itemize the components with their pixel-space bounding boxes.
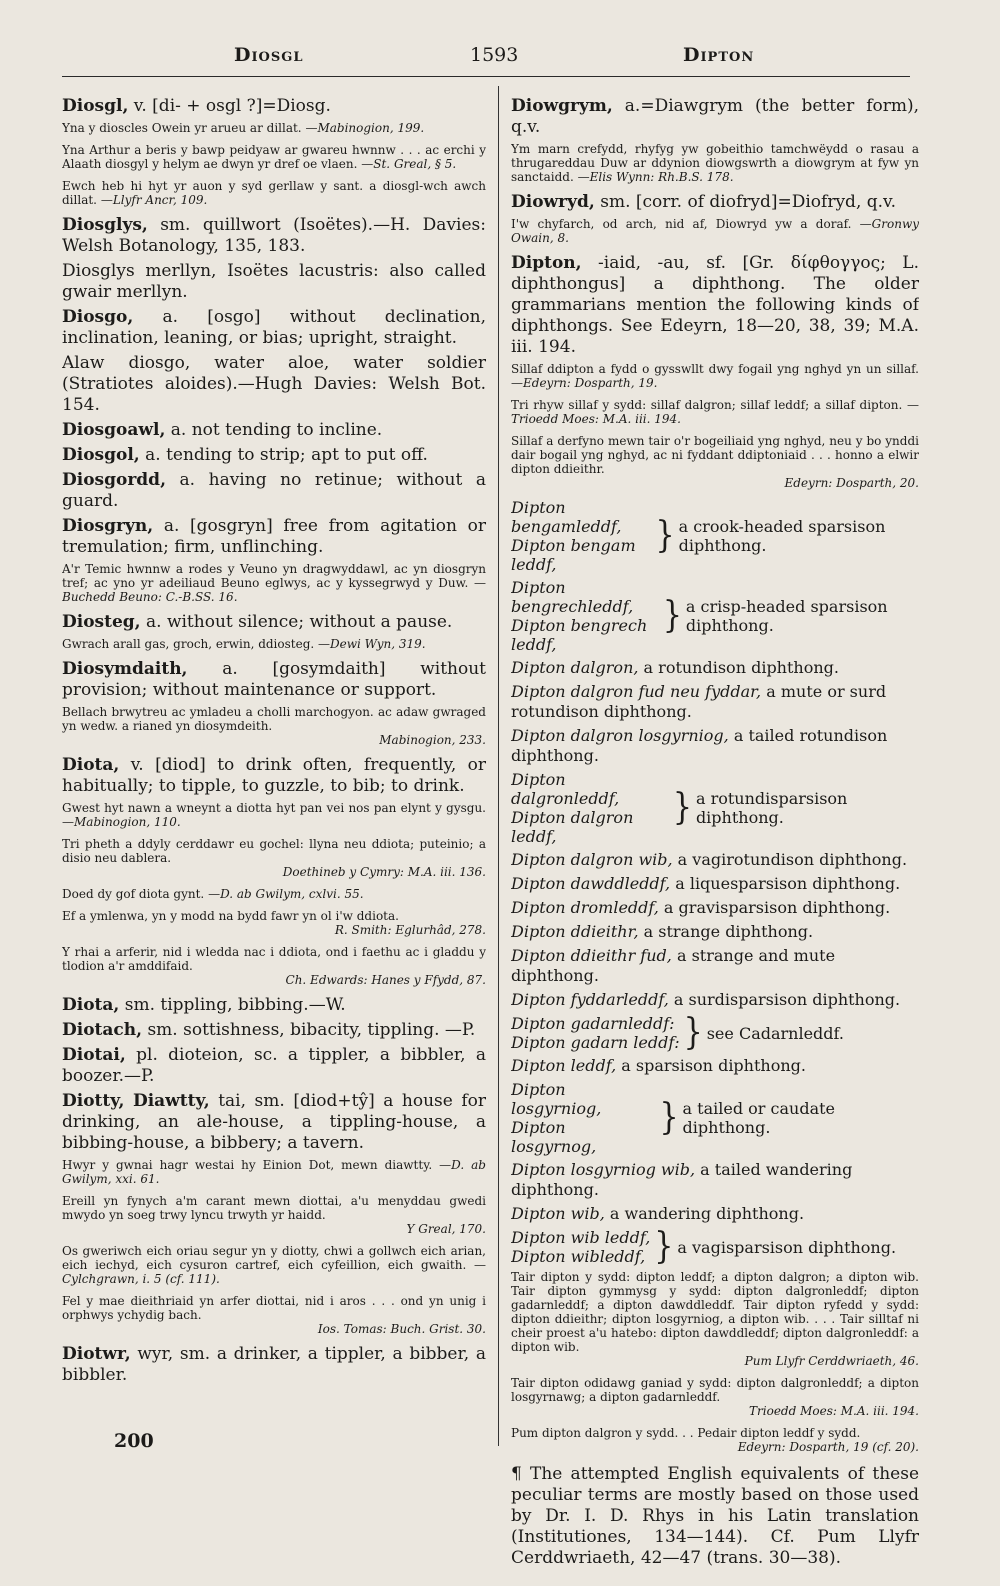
entry: Diosgryn, a. [gosgryn] free from agitation or tremulation; firm, unflinching. xyxy=(62,516,486,557)
entry: Diota, v. [diod] to drink often, frequently, or habitually; to tipple, to guzzle, to bib; to drink. xyxy=(62,755,486,796)
quotation: Ewch heb hi hyt yr auon y syd gerllaw y sant. a diosgl-wch awch dillat. —Llyfr Ancr, 109. xyxy=(62,179,486,207)
entry: Diotty, Diawtty, tai, sm. [diod+tŷ] a house for drinking, an ale-house, a tippling-house, a bibbing-house, a bibbery; a tavern. xyxy=(62,1091,486,1153)
entry: Diosgol, a. tending to strip; apt to put off. xyxy=(62,445,428,465)
brace-glyph: } xyxy=(655,514,675,557)
quotation: Ef a ymlenwa, yn y modd na bydd fawr yn ol i'w ddiota. R. Smith: Eglurhâd, 278. xyxy=(62,909,486,937)
right-column xyxy=(511,96,919,1586)
diphthong-entry: Dipton fyddarleddf, a surdisparsison diphthong. xyxy=(511,990,901,1009)
column-divider xyxy=(498,86,499,1446)
quotation: Ym marn crefydd, rhyfyg yw gobeithio tamchwëydd o rasau a thrugareddau Duw ar ddynion diowgswrth a diowgrym at fyw yn sanctaidd. —Elis Wynn: Rh.B.S. 178. xyxy=(511,142,919,184)
diphthong-entry: Dipton ddieithr fud, a strange and mute diphthong. xyxy=(511,946,836,985)
page-number: 1593 xyxy=(470,44,519,66)
brace-glyph: } xyxy=(662,594,682,637)
sub-entry: Alaw diosgo, water aloe, water soldier (Stratiotes aloides).—Hugh Davies: Welsh Bot. 154. xyxy=(62,353,486,415)
diphthong-entry: Dipton dromleddf, a gravisparsison diphthong. xyxy=(511,898,891,917)
header-rule xyxy=(62,76,910,77)
diphthong-pair: Dipton bengrechleddf, Dipton bengrech leddf, } a crisp-headed sparsison diphthong. xyxy=(511,578,888,654)
diphthong-pair: Dipton losgyrniog, Dipton losgyrnog, } a tailed or caudate diphthong. xyxy=(511,1080,836,1156)
entry: Dipton, -iaid, -au, sf. [Gr. δίφθογγος; L. diphthongus] a diphthong. The older grammarians mention the following kinds of diphthongs. See Edeyrn, 18—20, 38, 39; M.A. iii. 194. xyxy=(511,253,919,357)
quotation: Fel y mae dieithriaid yn arfer diottai, nid i aros . . . ond yn unig i orphwys ychydig bach. Ios. Tomas: Buch. Grist. 30. xyxy=(62,1294,486,1336)
editorial-note: ¶ The attempted English equivalents of these peculiar terms are mostly based on those used by Dr. I. D. Rhys in his Latin translation (Institutiones, 134—144). Cf. Pum Llyfr Cerddwriaeth, 42—47 (trans. 30—38). xyxy=(511,1464,919,1568)
entry: Diosymdaith, a. [gosymdaith] without provision; without maintenance or support. xyxy=(62,659,486,700)
quotation: Tri rhyw sillaf y sydd: sillaf dalgron; sillaf leddf; a sillaf dipton. —Trioedd Moes: M.A. iii. 194. xyxy=(511,398,919,426)
diphthong-entry: Dipton dalgron losgyrniog, a tailed rotundison diphthong. xyxy=(511,726,888,765)
diphthong-entry: Dipton losgyrniog wib, a tailed wandering diphthong. xyxy=(511,1160,853,1199)
entry: Diosgordd, a. having no retinue; without a guard. xyxy=(62,470,486,511)
quotation: Pum dipton dalgron y sydd. . . Pedair dipton leddf y sydd. Edeyrn: Dosparth, 19 (cf. 20). xyxy=(511,1426,919,1454)
quotation: Hwyr y gwnai hagr westai hy Einion Dot, mewn diawtty. —D. ab Gwilym, xxi. 61. xyxy=(62,1158,486,1186)
quotation: Os gweriwch eich oriau segur yn y diotty, chwi a gollwch eich arian, eich iechyd, eich cysuron cartref, eich cyfeillion, eich gwaith. —Cylchgrawn, i. 5 (cf. 111). xyxy=(62,1244,486,1286)
headword: Diosgl, xyxy=(62,96,129,116)
quotation: Yna Arthur a beris y bawp peidyaw ar gwareu hwnnw . . . ac erchi y Alaath diosgyl y helym ae dwyn yr dref oe vlaen. —St. Greal, § 5. xyxy=(62,143,486,171)
diphthong-entry: Dipton ddieithr, a strange diphthong. xyxy=(511,922,814,941)
diphthong-entry: Dipton leddf, a sparsison diphthong. xyxy=(511,1056,806,1075)
quotation: Tair dipton y sydd: dipton leddf; a dipton dalgron; a dipton wib. Tair dipton gymmysg y sydd: dipton dalgronleddf; dipton gadarnleddf; a dipton dawddleddf. Tair dipton ryfedd y sydd: dipton ddieithr; dipton losgyrniog, a dipton wib. . . . Tair silltaf ni cheir proest a'u hatebo: dipton dawddleddf; dipton dalgronleddf: a dipton wib. Pum Llyfr Cerddwriaeth, 46. xyxy=(511,1270,919,1368)
definition: v. [di- + osgl ?]=Diosg. xyxy=(133,96,331,116)
entry: Diowgrym, a.=Diawgrym (the better form), q.v. xyxy=(511,96,919,137)
quotation: Sillaf ddipton a fydd o gysswllt dwy fogail yng nghyd yn un sillaf. —Edeyrn: Dosparth, 19. xyxy=(511,362,919,390)
diphthong-entry: Dipton wib, a wandering diphthong. xyxy=(511,1204,805,1223)
entry: Diotai, pl. dioteion, sc. a tippler, a bibbler, a boozer.—P. xyxy=(62,1045,486,1086)
quotation: Yna y dioscles Owein yr arueu ar dillat. —Mabinogion, 199. xyxy=(62,121,425,135)
diphthong-pair: Dipton bengamleddf, Dipton bengam leddf, } a crook-headed sparsison diphthong. xyxy=(511,498,886,574)
signature-mark: 200 xyxy=(114,1430,154,1452)
sub-entry: Diosglys merllyn, Isoëtes lacustris: also called gwair merllyn. xyxy=(62,261,486,302)
entry: Diowryd, sm. [corr. of diofryd]=Diofryd, q.v. xyxy=(511,192,897,212)
quotation: Tair dipton odidawg ganiad y sydd: dipton dalgronleddf; a dipton losgyrnawg; a dipton gadarnleddf. Trioedd Moes: M.A. iii. 194. xyxy=(511,1376,919,1418)
running-head-right: Dipton xyxy=(683,44,755,66)
diphthong-entry: Dipton dawddleddf, a liquesparsison diphthong. xyxy=(511,874,901,893)
diphthong-entry: Dipton dalgron fud neu fyddar, a mute or surd rotundison diphthong. xyxy=(511,682,887,721)
quotation: Ereill yn fynych a'm carant mewn diottai, a'u menyddau gwedi mwydo yn soeg trwy lyncu trwyth yr haidd. Y Greal, 170. xyxy=(62,1194,486,1236)
quotation: Gwest hyt nawn a wneynt a diotta hyt pan vei nos pan elynt y gysgu. —Mabinogion, 110. xyxy=(62,801,486,829)
entry: Diosglys, sm. quillwort (Isoëtes).—H. Davies: Welsh Botanology, 135, 183. xyxy=(62,215,486,256)
entry: Diosteg, a. without silence; without a pause. xyxy=(62,612,453,632)
diphthong-entry: Dipton dalgron, a rotundison diphthong. xyxy=(511,658,839,677)
quotation: Y rhai a arferir, nid i wledda nac i ddiota, ond i faethu ac i gladdu y tlodion a'r amddifaid. Ch. Edwards: Hanes y Ffydd, 87. xyxy=(62,945,486,987)
quotation: I'w chyfarch, od arch, nid af, Diowryd yw a doraf. —Gronwy Owain, 8. xyxy=(511,217,919,245)
entry: Diota, sm. tippling, bibbing.—W. xyxy=(62,995,346,1015)
running-head-left: Diosgl xyxy=(234,44,304,66)
quotation: Gwrach arall gas, groch, erwin, ddiosteg. —Dewi Wyn, 319. xyxy=(62,637,426,651)
quotation: Sillaf a derfyno mewn tair o'r bogeiliaid yng nghyd, neu y bo ynddi dair bogail yng nghyd, ac ni fyddant ddiptoniaid . . . honno a elwir dipton ddieithr. Edeyrn: Dosparth, 20. xyxy=(511,434,919,490)
diphthong-pair: Dipton wib leddf, Dipton wibleddf, } a vagisparsison diphthong. xyxy=(511,1225,897,1268)
quotation: A'r Temic hwnnw a rodes y Veuno yn dragwyddawl, ac yn diosgryn tref; ac yno yr adeiliaud Beuno eglwys, ac y kyssegrwyd y Duw. —Buchedd Beuno: C.-B.SS. 16. xyxy=(62,562,486,604)
entry xyxy=(62,96,486,117)
left-column xyxy=(62,96,486,1390)
brace-glyph: } xyxy=(683,1011,703,1054)
diphthong-pair: Dipton dalgronleddf, Dipton dalgron leddf, } a rotundisparsison diphthong. xyxy=(511,770,848,846)
quotation: Tri pheth a ddyly cerddawr eu gochel: llyna neu ddiota; puteinio; a disio neu dablera. Doethineb y Cymry: M.A. iii. 136. xyxy=(62,837,486,879)
brace-glyph: } xyxy=(654,1225,674,1268)
brace-glyph: } xyxy=(659,1096,679,1139)
entry: Diosgoawl, a. not tending to incline. xyxy=(62,420,383,440)
entry: Diosgo, a. [osgo] without declination, inclination, leaning, or bias; upright, straight. xyxy=(62,307,486,348)
quotation: Doed dy gof diota gynt. —D. ab Gwilym, cxlvi. 55. xyxy=(62,887,364,901)
entry: Diotach, sm. sottishness, bibacity, tippling. —P. xyxy=(62,1020,476,1040)
quotation: Bellach brwytreu ac ymladeu a cholli marchogyon. ac adaw gwraged yn wedw. a rianed yn diosymdeith. Mabinogion, 233. xyxy=(62,705,486,747)
brace-glyph: } xyxy=(672,786,692,829)
entry: Diotwr, wyr, sm. a drinker, a tippler, a bibber, a bibbler. xyxy=(62,1344,486,1385)
diphthong-pair: Dipton gadarnleddf: Dipton gadarn leddf: } see Cadarnleddf. xyxy=(511,1011,844,1054)
diphthong-entry: Dipton dalgron wib, a vagirotundison diphthong. xyxy=(511,850,908,869)
